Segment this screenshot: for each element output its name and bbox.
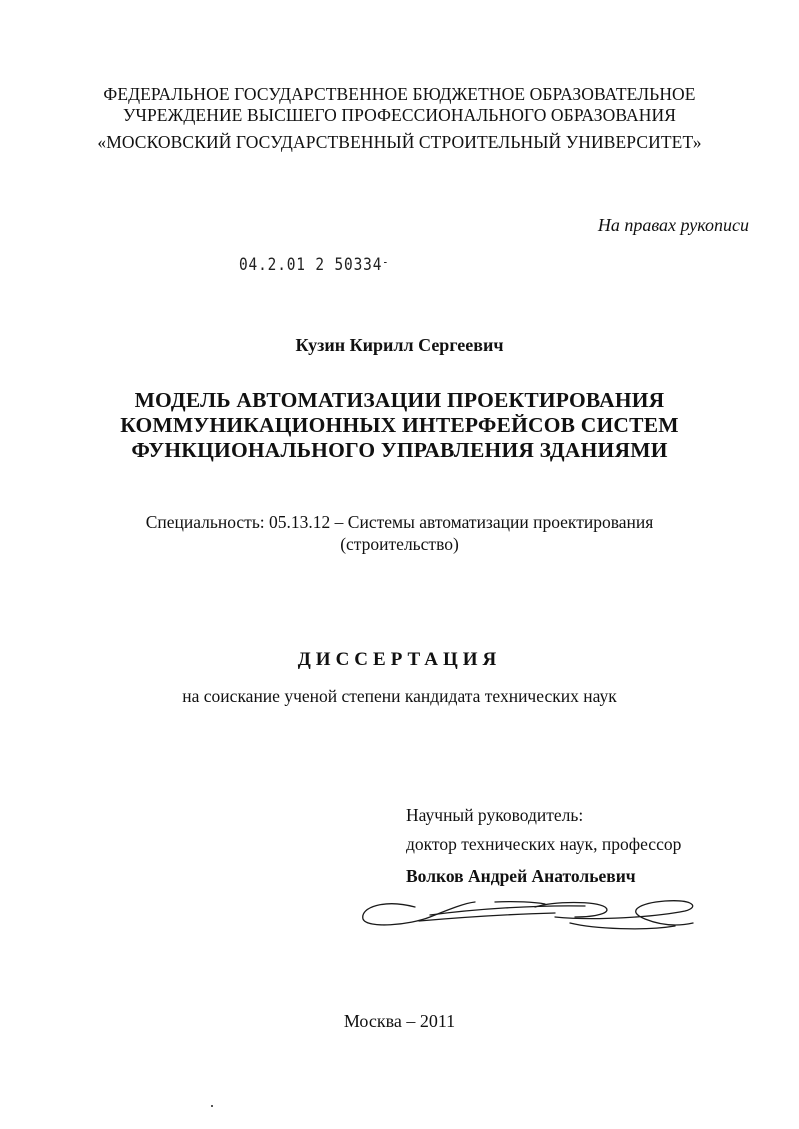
stamp-number-text: 04.2.01 2 50334 bbox=[239, 255, 383, 275]
author-name: Кузин Кирилл Сергеевич bbox=[295, 335, 504, 355]
institution-line-2: УЧРЕЖДЕНИЕ ВЫСШЕГО ПРОФЕССИОНАЛЬНОГО ОБРАЗОВАНИЯ bbox=[123, 105, 676, 125]
title-line-3: ФУНКЦИОНАЛЬНОГО УПРАВЛЕНИЯ ЗДАНИЯМИ bbox=[131, 438, 668, 462]
institution-line-3: «МОСКОВСКИЙ ГОСУДАРСТВЕННЫЙ СТРОИТЕЛЬНЫЙ УНИВЕРСИТЕТ» bbox=[97, 132, 702, 152]
supervisor-name: Волков Андрей Анатольевич bbox=[406, 866, 636, 886]
scan-speck bbox=[211, 1105, 213, 1107]
supervisor-label: Научный руководитель: bbox=[406, 805, 584, 825]
supervisor-credentials: доктор технических наук, профессор bbox=[406, 834, 682, 854]
specialty-line-2: (строительство) bbox=[340, 534, 459, 554]
degree-statement: на соискание ученой степени кандидата технических наук bbox=[182, 686, 617, 706]
signature-icon bbox=[355, 893, 700, 938]
specialty-line-1: Специальность: 05.13.12 – Системы автоматизации проектирования bbox=[145, 512, 654, 532]
institution-line-1: ФЕДЕРАЛЬНОЕ ГОСУДАРСТВЕННОЕ БЮДЖЕТНОЕ ОБРАЗОВАТЕЛЬНОЕ bbox=[103, 84, 696, 104]
library-stamp-number bbox=[239, 255, 389, 275]
title-line-1: МОДЕЛЬ АВТОМАТИЗАЦИИ ПРОЕКТИРОВАНИЯ bbox=[134, 388, 665, 412]
place-and-year: Москва – 2011 bbox=[343, 1011, 456, 1031]
title-line-2: КОММУНИКАЦИОННЫХ ИНТЕРФЕЙСОВ СИСТЕМ bbox=[120, 413, 679, 437]
document-type: ДИССЕРТАЦИЯ bbox=[297, 649, 502, 670]
stamp-mark: - bbox=[382, 255, 390, 269]
rights-note: На правах рукописи bbox=[597, 215, 749, 235]
